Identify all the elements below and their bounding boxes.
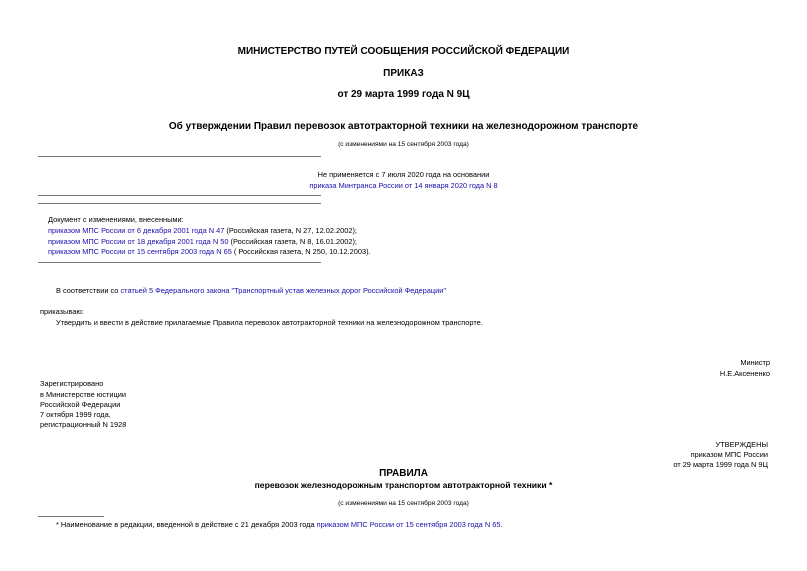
footnote-divider: [38, 516, 104, 517]
footnote-suffix: .: [500, 520, 503, 529]
registration-line: регистрационный N 1928: [40, 420, 127, 429]
registration-line: Российской Федерации: [40, 400, 121, 409]
ministry-heading: МИНИСТЕРСТВО ПУТЕЙ СООБЩЕНИЯ РОССИЙСКОЙ ФЕДЕРАЦИИ: [237, 46, 570, 57]
list-item: [48, 237, 357, 246]
signature-name: Н.Е.Аксененко: [719, 369, 770, 378]
registration-line: в Министерстве юстиции: [40, 390, 127, 399]
divider: [38, 203, 321, 204]
list-item: [48, 247, 371, 256]
amendment-link[interactable]: приказом МПС России от 15 сентября 2003 года N 65: [48, 247, 232, 256]
rules-title: ПРАВИЛА: [379, 468, 428, 479]
law-link[interactable]: статьей 5 Федерального закона "Транспортный устав железных дорог Российской Федерации": [120, 286, 446, 295]
footnote: [56, 520, 503, 529]
amendment-link[interactable]: приказом МПС России от 18 декабря 2001 года N 50: [48, 237, 229, 246]
registration-line: 7 октября 1999 года,: [40, 410, 111, 419]
amendment-link[interactable]: приказом МПС России от 6 декабря 2001 года N 47: [48, 226, 225, 235]
rules-subtitle: перевозок железнодорожным транспортом автотракторной техники *: [254, 480, 553, 490]
divider: [38, 156, 321, 157]
rules-changes-note: (с изменениями на 15 сентября 2003 года): [338, 500, 469, 507]
amendment-source: (Российская газета, N 27, 12.02.2002);: [224, 226, 357, 235]
amendment-source: ( Российская газета, N 250, 10.12.2003).: [231, 247, 371, 256]
approval-line: УТВЕРЖДЕНЫ: [715, 440, 768, 449]
footnote-prefix: * Наименование в редакции, введенной в действие с 21 декабря 2003 года: [56, 520, 317, 529]
doc-title: Об утверждении Правил перевозок автотракторной техники на железнодорожном транспорте: [168, 121, 639, 132]
registration-line: Зарегистрировано: [40, 379, 104, 388]
order-text: Утвердить и ввести в действие прилагаемые Правила перевозок автотракторной техники на железнодорожном транспорте.: [56, 318, 483, 327]
divider: [38, 262, 321, 263]
list-item: [48, 226, 357, 235]
doc-type-heading: ПРИКАЗ: [383, 68, 424, 79]
preamble: [56, 286, 446, 295]
signature-position: Министр: [740, 358, 770, 367]
status-link[interactable]: приказа Минтранса России от 14 января 2020 года N 8: [309, 181, 498, 190]
approval-line: от 29 марта 1999 года N 9Ц: [673, 460, 768, 469]
amendment-source: (Российская газета, N 8, 16.01.2002);: [228, 237, 357, 246]
preamble-prefix: В соответствии со: [56, 286, 121, 295]
doc-date-number: от 29 марта 1999 года N 9Ц: [337, 89, 470, 100]
status-line: Не применяется с 7 июля 2020 года на основании: [317, 170, 490, 179]
footnote-link[interactable]: приказом МПС России от 15 сентября 2003 года N 65: [316, 520, 501, 529]
approval-line: приказом МПС России: [690, 450, 768, 459]
changes-note: (с изменениями на 15 сентября 2003 года): [338, 141, 469, 148]
amendments-intro: Документ с изменениями, внесенными:: [48, 215, 184, 224]
order-word: приказываю:: [40, 307, 84, 316]
divider: [38, 195, 321, 196]
